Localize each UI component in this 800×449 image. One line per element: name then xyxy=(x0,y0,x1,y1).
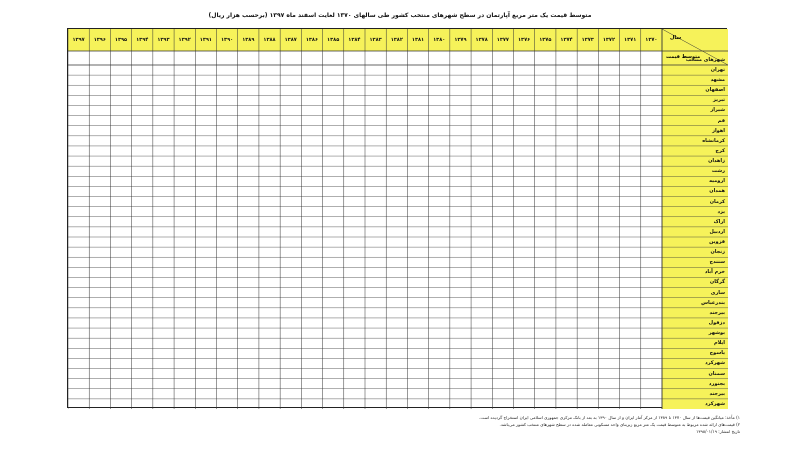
year-header: ۱۳۷۸ xyxy=(475,37,488,43)
year-header: ۱۳۹۶ xyxy=(93,37,106,43)
year-header: ۱۳۸۲ xyxy=(390,37,403,43)
city-label: شیراز xyxy=(710,107,725,114)
corner-cities-label: شهرهای منتخب xyxy=(685,57,725,63)
city-label: کرج xyxy=(715,147,725,154)
city-label: یاسوج xyxy=(709,350,725,357)
city-label: بوشهر xyxy=(708,330,725,337)
footnotes xyxy=(100,414,740,435)
year-header: ۱۳۹۰ xyxy=(220,37,234,43)
city-label: بیرجند xyxy=(709,390,725,397)
year-header: ۱۳۸۹ xyxy=(242,37,255,43)
year-header: ۱۳۷۶ xyxy=(517,37,531,43)
year-header: ۱۳۷۴ xyxy=(560,37,573,43)
city-label: اهواز xyxy=(712,127,725,134)
year-header: ۱۳۹۱ xyxy=(199,37,212,43)
city-label: زاهدان xyxy=(708,158,725,165)
corner-year-label: سال xyxy=(670,35,682,41)
city-label: ساری xyxy=(710,289,725,296)
year-header: ۱۳۹۷ xyxy=(72,37,85,43)
city-label: تبریز xyxy=(712,97,725,104)
city-label: مشهد xyxy=(710,77,725,84)
page-title: متوسط قیمت یک متر مربع آپارتمان در سطح شهرهای منتخب کشور طی سالهای ۱۳۷۰ لغایت اسفند ماه ۱۳۹۷ (برحسب هزار ریال) xyxy=(208,12,592,19)
year-header: ۱۳۷۹ xyxy=(454,37,467,43)
city-label: اصفهان xyxy=(705,87,725,94)
year-header: ۱۳۹۴ xyxy=(136,37,149,43)
year-header: ۱۳۹۵ xyxy=(114,37,128,43)
city-label: کرمانشاه xyxy=(702,137,725,144)
city-label: کرمان xyxy=(709,198,725,205)
city-label: بجنورد xyxy=(708,380,725,387)
corner-price-label: متوسط قیمت xyxy=(666,54,701,60)
year-header: ۱۳۷۰ xyxy=(645,37,658,43)
city-label: تهران xyxy=(710,67,725,73)
year-header: ۱۳۷۲ xyxy=(602,37,616,43)
city-label: سمنان xyxy=(708,370,725,377)
year-header: ۱۳۸۰ xyxy=(433,37,446,43)
year-header: ۱۳۸۴ xyxy=(348,37,361,43)
year-header: ۱۳۷۳ xyxy=(581,37,594,43)
city-label: اردبیل xyxy=(709,228,725,235)
city-label: قم xyxy=(717,117,725,124)
city-label: خرم آباد xyxy=(704,269,725,276)
price-table xyxy=(67,28,727,408)
year-header: ۱۳۸۷ xyxy=(284,37,297,43)
footnote-2: ۲) قیمت‌های ارائه شده مربوط به متوسط قیمت یک متر مربع زیربنای واحد مسکونی معامله شده در سطح شهرهای منتخب کشور می‌باشد. xyxy=(499,422,740,427)
city-label: شهرکرد xyxy=(705,360,725,367)
year-header: ۱۳۸۱ xyxy=(411,37,425,43)
city-label: گرگان xyxy=(709,279,725,286)
year-header: ۱۳۹۳ xyxy=(157,37,170,43)
city-label: بندرعباس xyxy=(701,299,725,306)
city-label: ایلام xyxy=(713,340,725,347)
city-label: زنجان xyxy=(710,249,725,256)
city-label: قزوین xyxy=(709,239,725,245)
city-label: یزد xyxy=(717,208,725,215)
table-grid-lines xyxy=(68,29,728,409)
year-header: ۱۳۷۱ xyxy=(624,37,637,43)
city-label: بیرجند xyxy=(709,309,725,316)
year-header: ۱۳۸۶ xyxy=(305,37,319,43)
city-label: همدان xyxy=(709,188,725,195)
year-header: ۱۳۸۵ xyxy=(327,37,340,43)
year-header: ۱۳۷۵ xyxy=(539,37,552,43)
footnote-1: ۱) مأخذ: میانگین قیمت‌ها از سال ۱۳۷۰ تا ۱۳۸۹ از مرکز آمار ایران و از سال ۱۳۹۰ به بعد از بانک مرکزی جمهوری اسلامی ایران استخراج گردیده است. xyxy=(479,415,740,420)
year-header: ۱۳۷۷ xyxy=(496,37,509,43)
footnote-3: تاریخ انتشار: ۱۳۹۸/۰۱/۱۹ xyxy=(696,429,740,434)
city-label: رشت xyxy=(711,168,725,175)
year-header: ۱۳۸۸ xyxy=(263,37,276,43)
city-label: سنندج xyxy=(709,259,725,266)
year-header: ۱۳۸۳ xyxy=(369,37,382,43)
city-label: اراک xyxy=(713,218,725,225)
year-header: ۱۳۹۲ xyxy=(178,37,191,43)
city-label: شهرکرد xyxy=(705,400,725,407)
city-label: دزفول xyxy=(708,319,725,326)
city-label: ارومیه xyxy=(709,178,725,185)
